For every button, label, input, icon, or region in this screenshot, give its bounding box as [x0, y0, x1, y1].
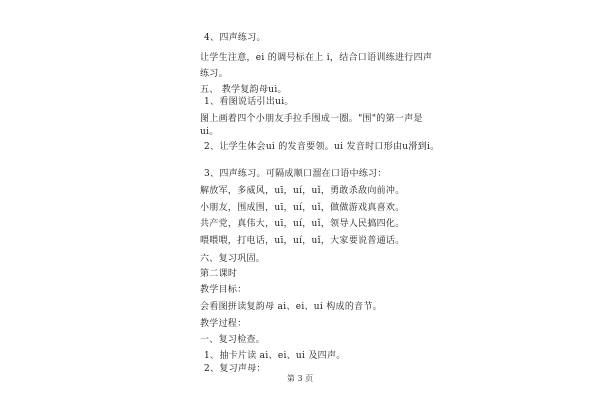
text-line-2: 让学生注意，ei 的调号标在上 i，结合口语训练进行四声	[200, 53, 433, 63]
text-line-14: 六、复习巩固。	[200, 254, 266, 264]
text-line-8: 2、让学生体会ui 的发音要领。ui 发音时口形由u滑到i。	[204, 142, 440, 152]
text-line-12: 共产党，真伟大，uī，uí，uǐ，领导人民搞四化。	[200, 219, 405, 229]
text-line-5: 1、看图说话引出ui。	[204, 97, 294, 107]
text-line-7: ui。	[200, 127, 219, 137]
text-line-19: 一、复习检查。	[200, 335, 266, 345]
text-line-16: 教学目标：	[200, 285, 247, 295]
text-line-20: 1、抽卡片读 ai、ei、ui 及四声。	[204, 351, 346, 361]
text-line-6: 图上画着四个小朋友手拉手围成一圈。"围"的第一声是	[200, 114, 423, 124]
page-number-footer: 第 3 页	[286, 374, 314, 383]
text-line-1: 4、四声练习。	[204, 33, 266, 43]
text-line-11: 小朋友，围成围，uī，uí，uǐ，做做游戏真喜欢。	[200, 203, 405, 213]
text-line-4: 五、 教学复韵母ui。	[200, 85, 287, 95]
text-line-18: 教学过程：	[200, 319, 247, 329]
text-line-10: 解放军，多威风，uī，uí，uǐ，勇敢杀敌向前冲。	[200, 186, 405, 196]
text-line-15: 第二课时	[200, 269, 238, 279]
text-line-17: 会看图拼读复韵母 ai、ei、ui 构成的音节。	[200, 302, 383, 312]
text-line-21: 2、复习声母：	[204, 364, 266, 374]
text-line-3: 练习。	[200, 69, 228, 79]
text-line-13: 喂喂喂，打电话，uī，uí，uǐ，大家要说普通话。	[200, 236, 405, 246]
text-line-9: 3、四声练习。可隔成顺口溜在口语中练习：	[204, 169, 387, 179]
